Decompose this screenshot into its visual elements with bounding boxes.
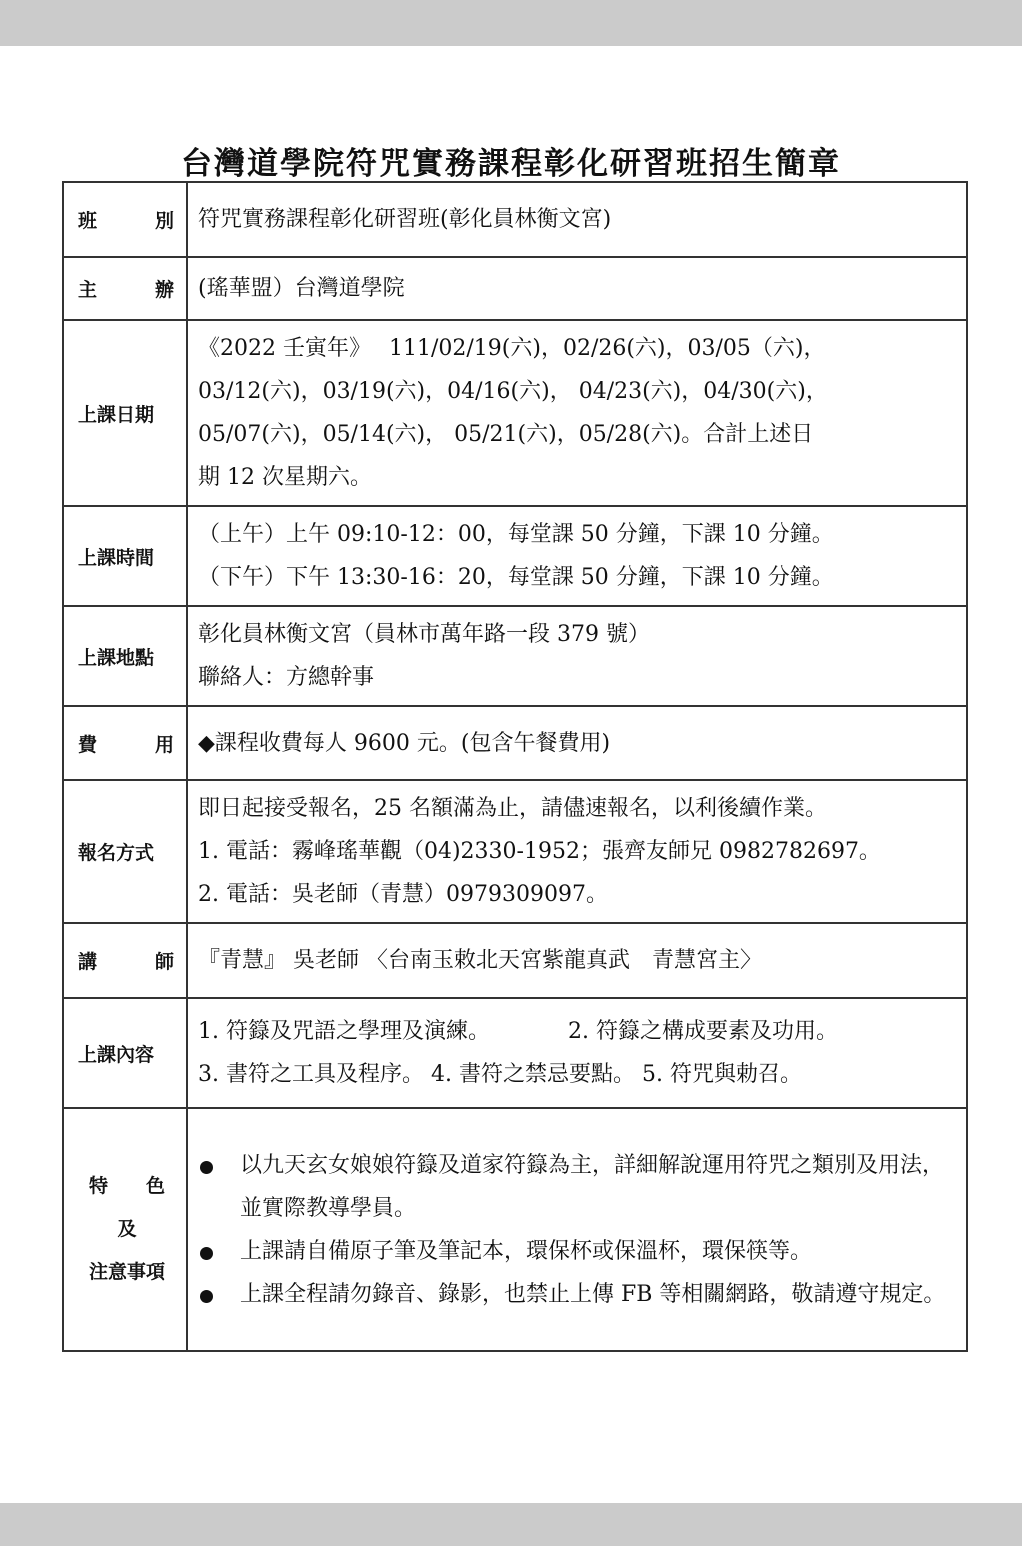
row-class xyxy=(63,182,967,257)
label-class-char-2: 別 xyxy=(154,210,174,232)
value-notes xyxy=(187,1108,967,1351)
content-item-1: 1. 符籙及咒語之學理及演練。 xyxy=(198,1019,490,1044)
times-line-afternoon: （下午）下午 13:30-16：20，每堂課 50 分鐘，下課 10 分鐘。 xyxy=(198,565,834,590)
row-teacher xyxy=(63,923,967,998)
notes-bullet-2: 上課請自備原子筆及筆記本，環保杯或保溫杯，環保筷等。 xyxy=(198,1230,958,1273)
registration-line-2: 1. 電話：霧峰瑤華觀（04)2330-1952；張齊友師兄 0982782697。 xyxy=(198,839,881,864)
bullet-dot-icon xyxy=(200,1290,213,1303)
dates-line-1: 《2022 壬寅年》 111/02/19(六)，02/26(六)，03/05（六)， xyxy=(198,336,826,361)
label-fee-char-1: 費 xyxy=(78,733,98,756)
value-fee: ◆課程收費每人 9600 元。(包含午餐費用) xyxy=(187,706,967,780)
label-class-char-1: 班 xyxy=(78,210,98,232)
bottom-gray-band xyxy=(0,1503,1022,1546)
value-times xyxy=(187,506,967,606)
registration-line-1: 即日起接受報名，25 名額滿為止，請儘速報名，以利後續作業。 xyxy=(198,796,827,821)
value-content xyxy=(187,998,967,1108)
label-notes xyxy=(63,1108,187,1351)
row-content xyxy=(63,998,967,1108)
label-teacher-char-1: 講 xyxy=(78,951,98,973)
label-location: 上課地點 xyxy=(63,606,187,706)
label-fee xyxy=(63,706,187,780)
label-teacher-char-2: 師 xyxy=(154,951,174,973)
document-title: 台灣道學院符咒實務課程彰化研習班招生簡章 xyxy=(181,146,841,182)
location-address: 彰化員林衡文宮（員林市萬年路一段 379 號） xyxy=(198,622,650,647)
notes-bullet-3: 上課全程請勿錄音、錄影，也禁止上傳 FB 等相關網路，敬請遵守規定。 xyxy=(198,1273,958,1316)
notes-bullet-1: 以九天玄女娘娘符籙及道家符籙為主，詳細解說運用符咒之類別及用法，並實際教導學員。 xyxy=(198,1144,958,1230)
label-teacher xyxy=(63,923,187,998)
dates-line-3: 05/07(六)，05/14(六)， 05/21(六)，05/28(六)。合計上述日 xyxy=(198,422,814,447)
value-teacher: 『青慧』 吳老師 〈台南玉敕北天宮紫龍真武 青慧宮主〉 xyxy=(187,923,967,998)
label-organizer xyxy=(63,257,187,320)
location-contact: 聯絡人：方總幹事 xyxy=(198,665,375,690)
bullet-dot-icon xyxy=(200,1247,213,1260)
value-organizer: (瑤華盟）台灣道學院 xyxy=(187,257,967,320)
label-registration: 報名方式 xyxy=(63,780,187,923)
content-line-2: 3. 書符之工具及程序。 4. 書符之禁忌要點。 5. 符咒與勅召。 xyxy=(198,1062,802,1087)
info-table xyxy=(62,181,968,1352)
bullet-dot-icon xyxy=(200,1161,213,1174)
value-registration xyxy=(187,780,967,923)
label-notes-line-2: 及 xyxy=(117,1218,137,1240)
label-times: 上課時間 xyxy=(63,506,187,606)
row-fee xyxy=(63,706,967,780)
value-class: 符咒實務課程彰化研習班(彰化員林衡文宮) xyxy=(187,182,967,257)
dates-line-2: 03/12(六)，03/19(六)，04/16(六)， 04/23(六)，04/30(六)， xyxy=(198,379,828,404)
label-dates: 上課日期 xyxy=(63,320,187,506)
dates-line-4: 期 12 次星期六。 xyxy=(198,465,372,490)
registration-line-3: 2. 電話：吳老師（青慧）0979309097。 xyxy=(198,882,608,907)
label-class xyxy=(63,182,187,257)
label-notes-line-3: 注意事項 xyxy=(88,1261,165,1283)
value-dates xyxy=(187,320,967,506)
row-registration xyxy=(63,780,967,923)
row-organizer xyxy=(63,257,967,320)
content-item-2: 2. 符籙之構成要素及功用。 xyxy=(567,1019,838,1044)
row-notes xyxy=(63,1108,967,1351)
label-content: 上課內容 xyxy=(63,998,187,1108)
label-organizer-char-1: 主 xyxy=(78,279,98,301)
top-gray-band xyxy=(0,0,1022,46)
times-line-morning: （上午）上午 09:10-12：00，每堂課 50 分鐘，下課 10 分鐘。 xyxy=(198,522,834,547)
label-organizer-char-2: 辦 xyxy=(154,279,174,301)
row-location xyxy=(63,606,967,706)
content-line-1 xyxy=(198,1010,958,1053)
notes-list xyxy=(198,1144,958,1316)
label-fee-char-2: 用 xyxy=(154,733,174,756)
row-dates xyxy=(63,320,967,506)
row-times xyxy=(63,506,967,606)
value-location xyxy=(187,606,967,706)
label-notes-line-1: 特 色 xyxy=(88,1175,165,1197)
